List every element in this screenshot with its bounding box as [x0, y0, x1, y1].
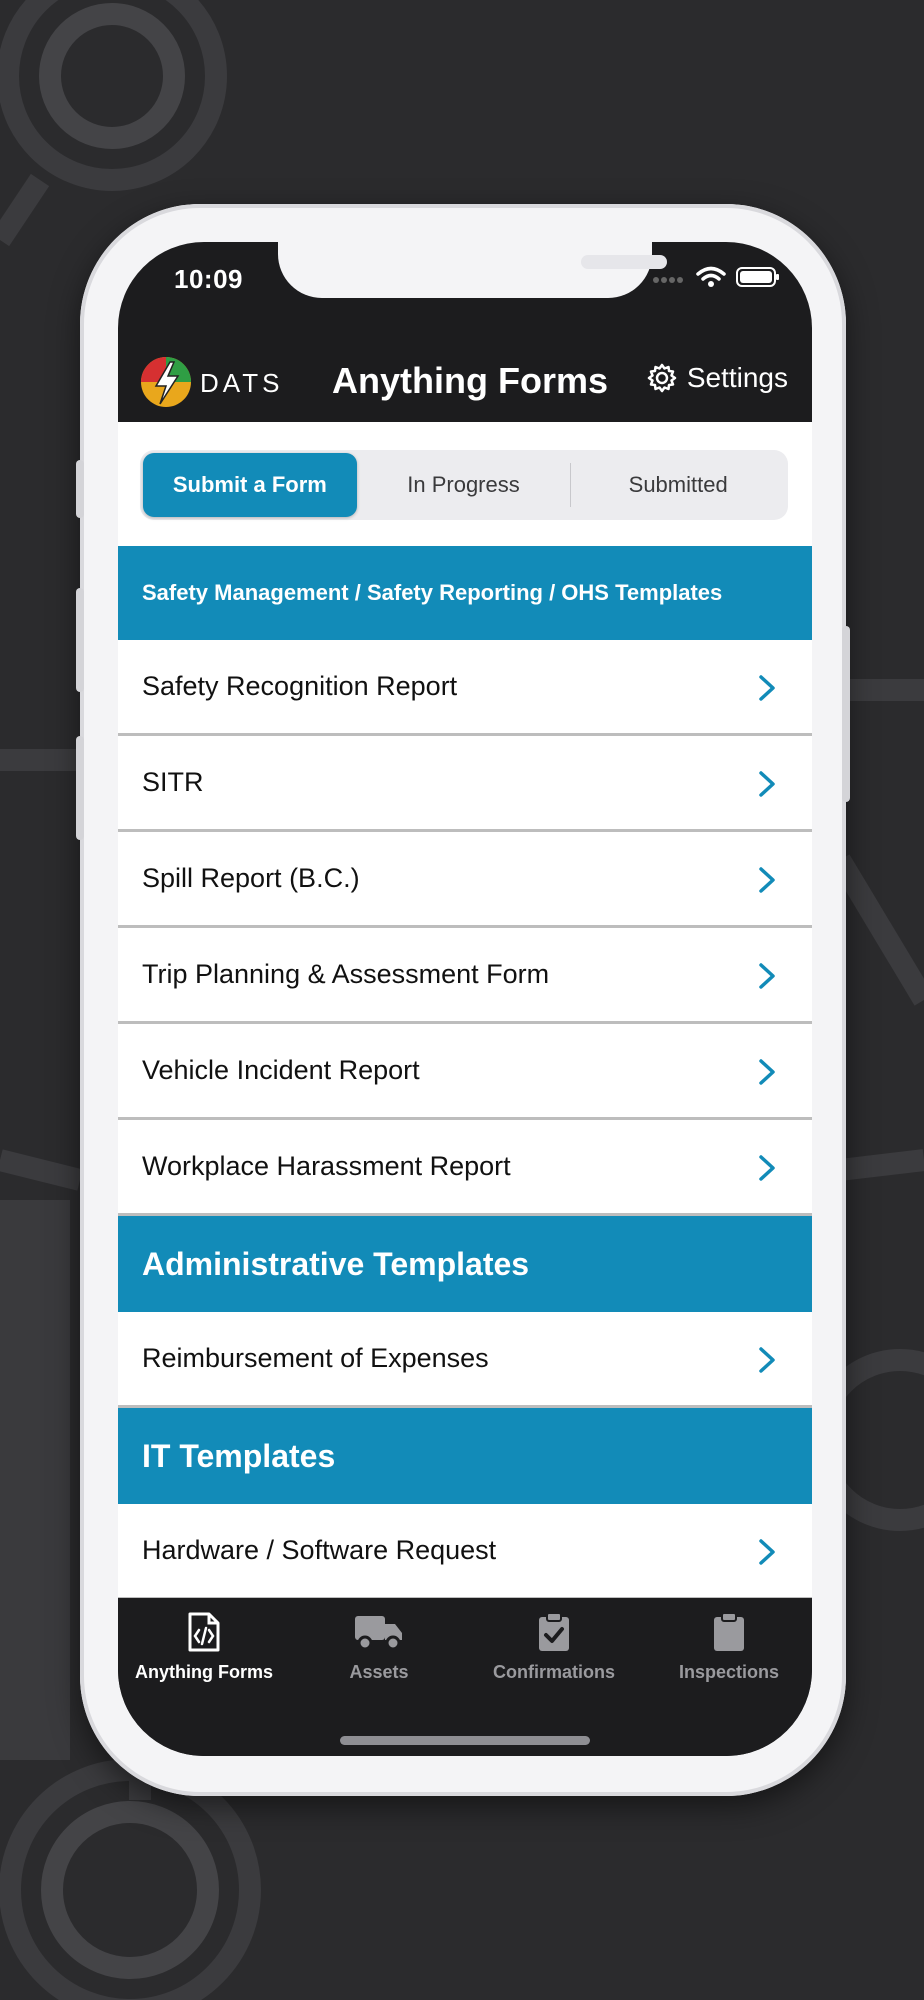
chevron-right-icon: [758, 866, 776, 894]
list-item-workplace-harassment-report[interactable]: [118, 1120, 812, 1216]
list-item-label: Spill Report (B.C.): [142, 863, 360, 893]
battery-icon: [736, 266, 780, 288]
phone-screen: [118, 242, 812, 1756]
chevron-right-icon: [758, 1538, 776, 1566]
phone-side-button-power: [842, 626, 850, 802]
tab-confirmations[interactable]: [469, 1612, 639, 1683]
dats-logo: [140, 356, 300, 408]
list-item-label: Trip Planning & Assessment Form: [142, 959, 550, 989]
truck-icon: [354, 1612, 404, 1652]
status-time: 10:09: [174, 264, 243, 294]
bottom-tab-bar: [118, 1598, 812, 1756]
phone-side-button-volume-up: [76, 588, 84, 692]
app-header: [118, 338, 812, 420]
segment-submit-a-form[interactable]: Submit a Form: [143, 453, 357, 517]
signal-icon: [652, 270, 686, 284]
list-item-trip-planning[interactable]: [118, 928, 812, 1024]
tab-label: Inspections: [678, 1662, 780, 1682]
home-indicator[interactable]: [340, 1736, 590, 1745]
tab-anything-forms[interactable]: [119, 1612, 289, 1683]
list-item-safety-recognition-report[interactable]: [118, 640, 812, 736]
tab-label: Assets: [349, 1662, 409, 1682]
wifi-icon: [696, 266, 726, 288]
chevron-right-icon: [758, 962, 776, 990]
list-item-hardware-software-request[interactable]: [118, 1504, 812, 1600]
phone-side-button-volume-down: [76, 736, 84, 840]
list-item-spill-report[interactable]: [118, 832, 812, 928]
tab-inspections[interactable]: [644, 1612, 812, 1683]
forms-list-content: [118, 422, 812, 1598]
list-item-label: Vehicle Incident Report: [142, 1055, 420, 1085]
status-icons: [652, 266, 780, 288]
section-header-it: IT Templates: [118, 1408, 812, 1504]
app-title: Anything Forms: [332, 360, 608, 401]
list-item-label: Safety Recognition Report: [142, 671, 458, 701]
svg-text:DATS: DATS: [200, 368, 284, 398]
form-status-segmented-control: [140, 450, 788, 520]
clipboard-icon: [712, 1612, 746, 1652]
chevron-right-icon: [758, 770, 776, 798]
settings-button[interactable]: [647, 362, 788, 394]
tab-assets[interactable]: [294, 1612, 464, 1683]
chevron-right-icon: [758, 1154, 776, 1182]
clipboard-check-icon: [537, 1612, 571, 1652]
section-header-administrative: Administrative Templates: [118, 1216, 812, 1312]
gear-icon: [647, 363, 677, 393]
tab-label: Confirmations: [492, 1662, 615, 1682]
chevron-right-icon: [758, 1058, 776, 1086]
list-item-vehicle-incident-report[interactable]: [118, 1024, 812, 1120]
list-item-label: Workplace Harassment Report: [142, 1151, 511, 1181]
list-item-sitr[interactable]: [118, 736, 812, 832]
list-item-label: Hardware / Software Request: [142, 1535, 497, 1565]
segment-submitted[interactable]: Submitted: [628, 472, 728, 497]
list-item-reimbursement-of-expenses[interactable]: [118, 1312, 812, 1408]
notch: [278, 242, 652, 298]
code-document-icon: [187, 1612, 221, 1652]
segment-in-progress[interactable]: In Progress: [407, 472, 520, 497]
phone-side-button-silent: [76, 460, 84, 518]
settings-label: Settings: [686, 362, 788, 393]
chevron-right-icon: [758, 674, 776, 702]
tab-label: Anything Forms: [135, 1662, 273, 1682]
section-header-safety: Safety Management / Safety Reporting / OHS Templates: [118, 546, 812, 640]
chevron-right-icon: [758, 1346, 776, 1374]
list-item-label: Reimbursement of Expenses: [142, 1343, 489, 1373]
list-item-label: SITR: [142, 767, 204, 797]
